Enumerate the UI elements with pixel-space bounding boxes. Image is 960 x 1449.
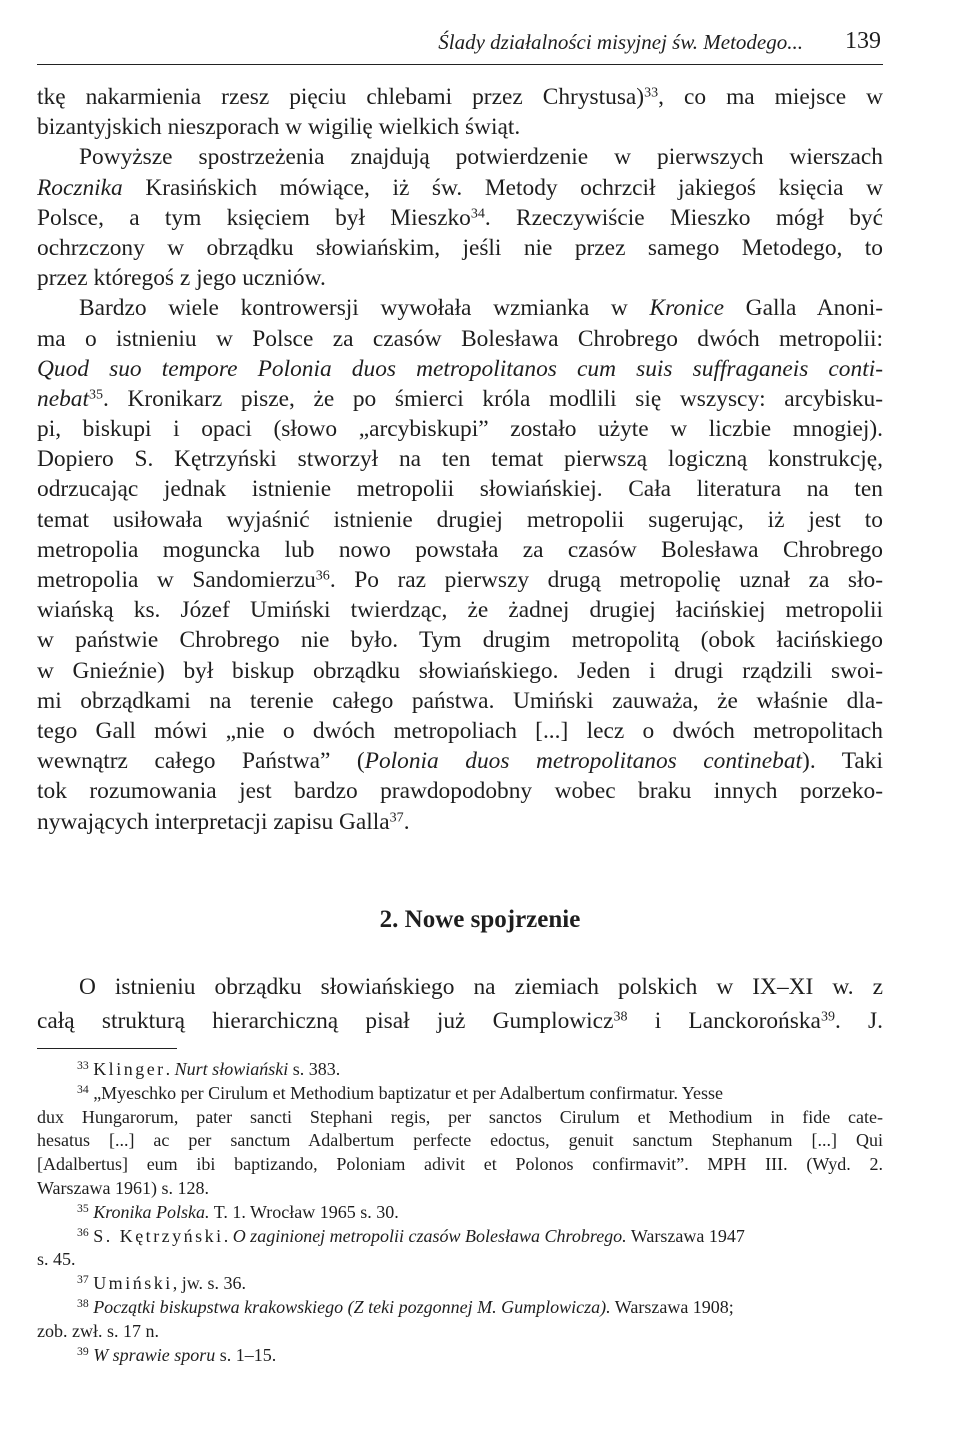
footnote-38-cont: zob. zwł. s. 17 n. <box>37 1320 159 1341</box>
running-header <box>37 28 883 65</box>
footnote-36-cont: s. 45. <box>37 1249 76 1270</box>
section-text <box>37 970 883 1038</box>
text-line: w Gnieźnie) był biskup obrządku słowiańskiego. Jeden i drugi rządzili swoi- <box>37 657 883 684</box>
text-line: bizantyjskich nieszporach w wigilię wielkich świąt. <box>37 114 521 141</box>
text-line: nebat$^{35}$. Kronikarz pisze, że po śmierci króla modlili się wszyscy: arcybisku- <box>37 385 883 412</box>
footnote-37: $^{37}$ Umiński, jw. s. 36. <box>77 1273 247 1294</box>
footnote-ref[interactable]: 36 <box>315 567 330 584</box>
footnote-34-cont: dux Hungarorum, pater sancti Stephani regis, per sanctos Cirulum et Methodium in fide cate- <box>37 1106 883 1127</box>
footnote-34-cont: [Adalbertus] eum ibi baptizando, Poloniam adivit et Polonos confirmavit”. MPH III. (Wyd. 2. <box>37 1154 883 1175</box>
text-line: tok rozumowania jest bardzo prawdopodobny wobec braku innych porzeko- <box>37 778 883 805</box>
footnote-34-cont: Warszawa 1961) s. 128. <box>37 1177 210 1198</box>
text-line: Quod suo tempore Polonia duos metropolitanos cum suis suffraganeis conti- <box>37 355 883 382</box>
text-line: Dopiero S. Kętrzyński stworzył na ten temat pierwszą logiczną konstrukcję, <box>37 446 883 473</box>
text-line: tego Gall mówi „nie o dwóch metropoliach [...] lecz o dwóch metropolitach <box>37 717 883 744</box>
text-line: całą strukturą hierarchiczną pisał już Gumplowicz$^{38}$ i Lanckorońska$^{39}$. J. <box>37 1008 883 1034</box>
footnote-ref[interactable]: 37 <box>389 808 404 825</box>
text-line: nywających interpretacji zapisu Galla$^{37}$. <box>37 808 410 835</box>
text-line: temat usiłowała wyjaśnić istnienie drugiej metropolii sugerując, iż jest to <box>37 506 883 533</box>
footnote-ref[interactable]: 39 <box>820 1008 835 1025</box>
footnote-ref[interactable]: 38 <box>613 1008 628 1025</box>
footnote-ref[interactable]: 35 <box>88 386 103 403</box>
text-line: wiańską ks. Józef Umiński twierdząc, że żadnej drugiej łacińskiej metropolii <box>37 597 883 624</box>
text-line: Rocznika Krasińskich mówiące, iż św. Metody ochrzcił jakiegoś księcia w <box>37 174 883 201</box>
running-title: Ślady działalności misyjnej św. Metodego... <box>438 30 803 54</box>
footnote-ref[interactable]: 33 <box>644 84 659 101</box>
text-line: tkę nakarmienia rzesz pięciu chlebami przez Chrystusa)$^{33}$, co ma miejsce w <box>37 84 883 110</box>
footnote-33: $^{33}$ Klinger. Nurt słowiański s. 383. <box>77 1059 341 1079</box>
text-line: metropolia moguncka lub nowo powstała za czasów Bolesława Chrobrego <box>37 536 883 563</box>
text-line: Powyższe spostrzeżenia znajdują potwierdzenie w pierwszych wierszach <box>79 144 883 171</box>
text-line: wewnątrz całego Państwa” (Polonia duos metropolitanos continebat). Taki <box>37 748 883 775</box>
text-line: odrzucając jednak istnienie metropolii słowiańskiej. Cała literatura na ten <box>37 476 883 503</box>
footnote-rule <box>37 1048 177 1049</box>
footnotes <box>37 1058 883 1367</box>
text-line: mi obrządkami na terenie całego państwa. Umiński zauważa, że właśnie dla- <box>37 687 883 714</box>
text-line: Polsce, a tym księciem był Mieszko$^{34}$. Rzeczywiście Mieszko mógł być <box>37 204 883 231</box>
footnote-38: $^{38}$ Początki biskupstwa krakowskiego (Z teki pozgonnej M. Gumplowicza). Warszawa 1908; <box>77 1296 734 1317</box>
footnote-35: $^{35}$ Kronika Polska. T. 1. Wrocław 1965 s. 30. <box>77 1201 399 1222</box>
footnote-ref[interactable]: 34 <box>470 205 485 222</box>
text-line: pi, biskupi i opaci (słowo „arcybiskupi” zostało użyte w liczbie mnogiej). <box>37 416 883 443</box>
footnote-36: $^{36}$ S. Kętrzyński. O zaginionej metropolii czasów Bolesława Chrobrego. Warszawa 1947 <box>77 1225 745 1246</box>
text-line: w państwie Chrobrego nie było. Tym drugim metropolitą (obok łacińskiego <box>37 627 883 654</box>
text-line: ma o istnieniu w Polsce za czasów Bolesława Chrobrego dwóch metropolii: <box>37 325 883 352</box>
text-line: przez któregoś z jego uczniów. <box>37 265 326 292</box>
page-number: 139 <box>845 28 881 54</box>
main-text <box>37 82 883 837</box>
text-line: O istnieniu obrządku słowiańskiego na ziemiach polskich w IX–XI w. z <box>79 974 883 1000</box>
footnote-34-cont: hesatus [...] ac per sanctum Adalbertum perfecte edoctus, genuit sanctum Stephanum [...] Qui <box>37 1130 883 1151</box>
section-heading: 2. Nowe spojrzenie <box>379 906 581 933</box>
text-line: Bardzo wiele kontrowersji wywołała wzmianka w Kronice Galla Anoni- <box>79 295 883 322</box>
footnote-34: $^{34}$ „Myeschko per Cirulum et Methodium baptizatur et per Adalbertum confirmatur. Yesse <box>77 1082 724 1103</box>
text-line: ochrzczony w obrządku słowiańskim, jeśli nie przez samego Metodego, to <box>37 234 883 261</box>
text-line: metropolia w Sandomierzu$^{36}$. Po raz pierwszy drugą metropolię uznał za sło- <box>37 567 883 593</box>
footnote-39: $^{39}$ W sprawie sporu s. 1–15. <box>77 1344 277 1365</box>
